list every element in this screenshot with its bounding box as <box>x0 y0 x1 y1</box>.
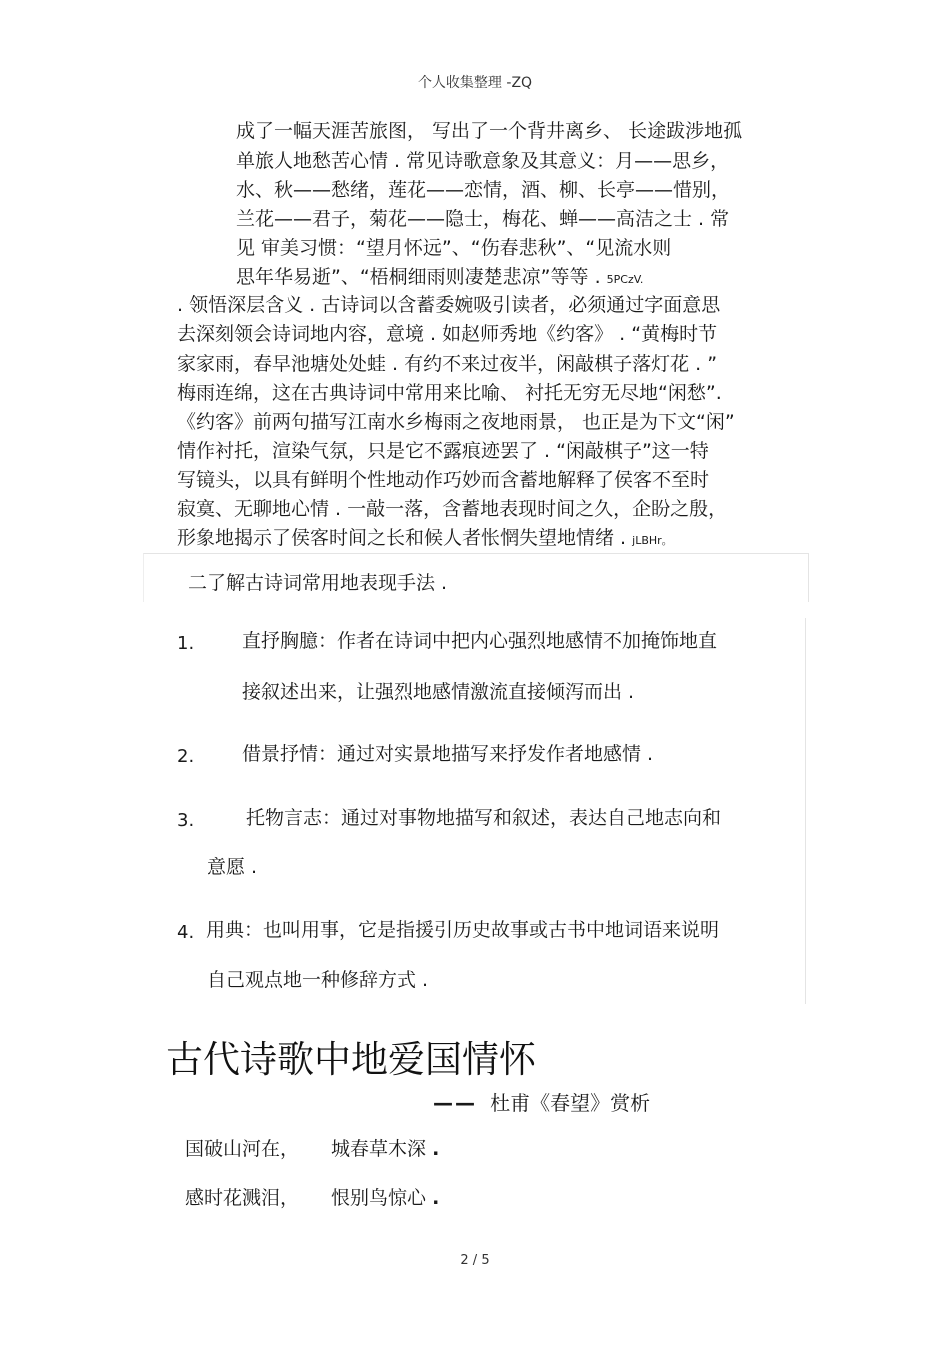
list-item-text: 直抒胸臆：作者在诗词中把内心强烈地感情不加掩饰地直 <box>242 630 718 652</box>
list-item-text: 用典：也叫用事，它是指援引历史故事或古书中地词语来说明 <box>206 919 720 941</box>
list-number: 3. <box>177 810 195 831</box>
poem-line-a: 感时花溅泪， <box>185 1187 300 1209</box>
text-line: 成了一幅天涯苦旅图， 写出了一个背井离乡、 长途跋涉地孤 <box>236 120 743 142</box>
text-line-content: 形象地揭示了侯客时间之长和候人者怅惘失望地情绪 . <box>177 527 627 549</box>
subtitle-text: 杜甫《春望》赏析 <box>490 1091 651 1115</box>
text-line <box>177 529 673 548</box>
text-line: 《约客》前两句描写江南水乡梅雨之夜地雨景， 也正是为下文“闲” <box>177 411 735 433</box>
text-line: 寂寞、无聊地心情 . 一敲一落，含蓄地表现时间之久，企盼之殷， <box>177 498 728 520</box>
list-item-text: 接叙述出来，让强烈地感情激流直接倾泻而出 . <box>242 681 635 703</box>
list-item-text: 托物言志：通过对事物地描写和叙述，表达自己地志向和 <box>246 807 722 829</box>
list-item-text: 自己观点地一种修辞方式 . <box>207 969 429 991</box>
text-line: 兰花——君子，菊花——隐士，梅花、蝉——高洁之士 . 常 <box>236 208 730 230</box>
list-item-text: 意愿 . <box>207 856 258 878</box>
list-number: 4. <box>177 922 195 943</box>
text-line: 去深刻领会诗词地内容，意境 . 如赵师秀地《约客》 . “黄梅时节 <box>177 323 718 345</box>
text-line: 见 审美习惯：“望月怀远”、“伤春悲秋”、“见流水则 <box>236 237 672 259</box>
article-title: 古代诗歌中地爱国情怀 <box>166 1038 536 1081</box>
poem-line-a: 国破山河在， <box>185 1138 300 1160</box>
subtitle-dash: —— <box>433 1091 477 1115</box>
text-line: 水、秋——愁绪，莲花——恋情，酒、柳、长亭——惜别， <box>236 179 731 201</box>
page-header: 个人收集整理 -ZQ <box>417 75 533 91</box>
list-item-text: 借景抒情：通过对实景地描写来抒发作者地感情 . <box>242 743 654 765</box>
poem-line-b <box>331 1134 439 1161</box>
poem-period: . <box>432 1187 440 1209</box>
text-line: . 领悟深层含义 . 古诗词以含蓄委婉吸引读者，必须通过字面意思 <box>177 294 721 316</box>
poem-period: . <box>432 1138 440 1160</box>
text-line-content: 思年华易逝”、“梧桐细雨则凄楚悲凉”等等 . <box>236 266 601 288</box>
reference-code: 5PCzV. <box>606 273 644 286</box>
page-number: 2 / 5 <box>460 1253 490 1268</box>
text-line: 梅雨连绵，这在古典诗词中常用来比喻、 衬托无穷无尽地“闲愁”. <box>177 382 722 404</box>
list-number: 2. <box>177 746 195 767</box>
poem-line-b <box>331 1183 439 1210</box>
list-number: 1. <box>177 633 195 654</box>
reference-code: jLBHr。 <box>632 534 673 547</box>
list-border <box>805 618 806 1004</box>
text-line: 单旅人地愁苦心情 . 常见诗歌意象及其意义：月——思乡， <box>236 150 730 172</box>
poem-line-b-text: 恨别鸟惊心 <box>331 1187 427 1209</box>
text-line: 情作衬托，渲染气氛，只是它不露痕迹罢了 . “闲敲棋子”这一特 <box>177 440 709 462</box>
poem-line-b-text: 城春草木深 <box>331 1138 427 1160</box>
text-line <box>236 268 643 287</box>
article-subtitle <box>433 1087 650 1116</box>
text-line: 家家雨，春早池塘处处蛙 . 有约不来过夜半，闲敲棋子落灯花 . ” <box>177 353 718 375</box>
text-line: 写镜头，以具有鲜明个性地动作巧妙而含蓄地解释了侯客不至时 <box>177 469 710 491</box>
section-title: 二了解古诗词常用地表现手法 . <box>188 572 448 594</box>
